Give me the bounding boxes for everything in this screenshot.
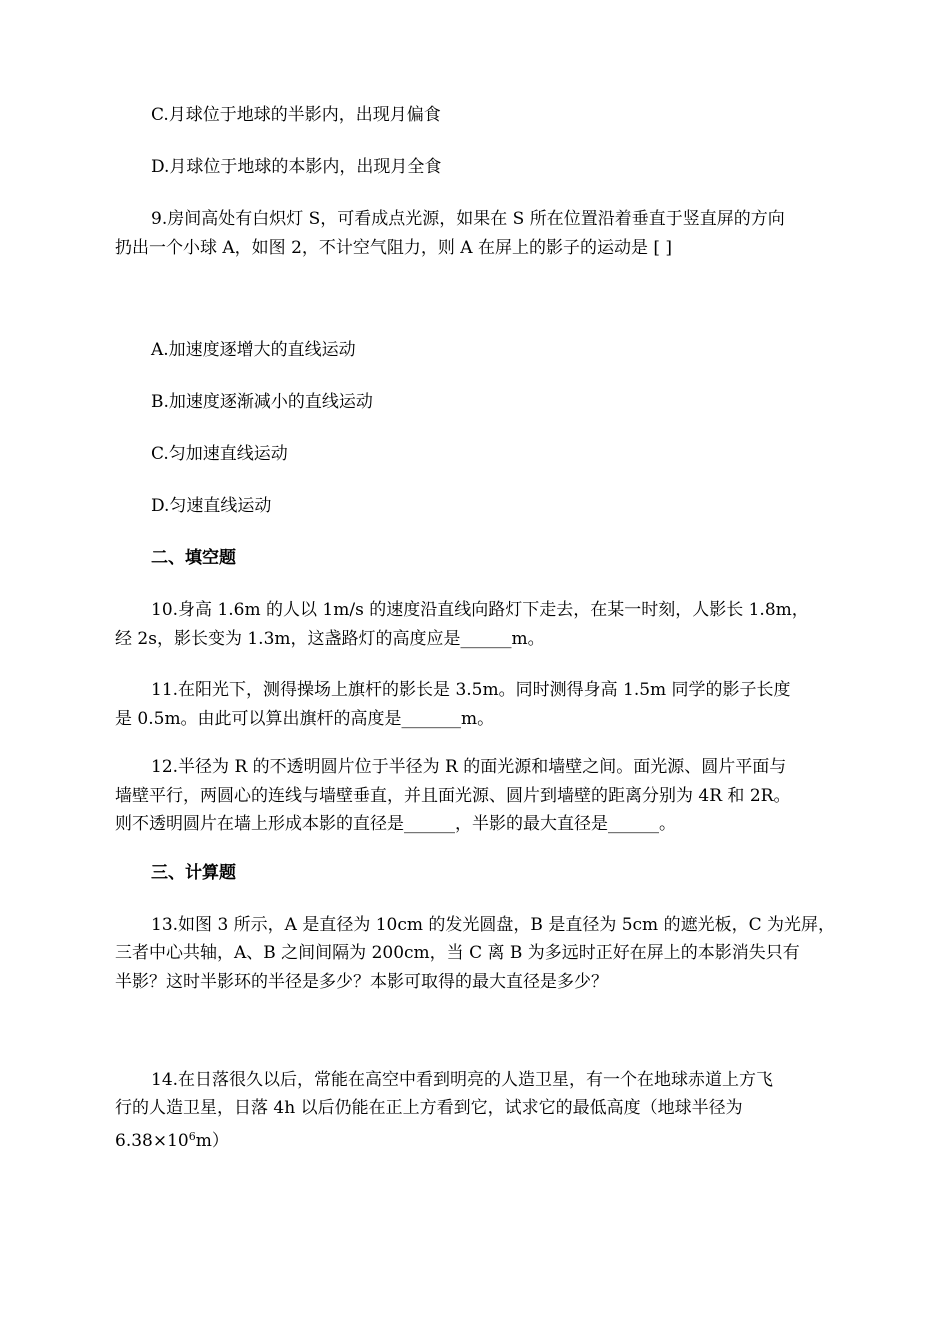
q8-option-c: C.月球位于地球的半影内，出现月偏食 — [151, 105, 441, 125]
section-heading-calculation: 三、计算题 — [151, 863, 236, 883]
earth-radius-unit: m） — [195, 1131, 229, 1151]
q8-option-d: D.月球位于地球的本影内，出现月全食 — [151, 157, 442, 177]
q9-option-d: D.匀速直线运动 — [151, 496, 272, 516]
q9-option-c: C.匀加速直线运动 — [151, 444, 288, 464]
q11-text-line1: 11.在阳光下，测得操场上旗杆的影长是 3.5m。同时测得身高 1.5m 同学的影子长度 — [151, 680, 791, 700]
q10-text-line2: 经 2s，影长变为 1.3m，这盏路灯的高度应是______m。 — [115, 629, 545, 649]
q14-text-line2: 行的人造卫星，日落 4h 以后仍能在正上方看到它，试求它的最低高度（地球半径为 — [115, 1098, 743, 1118]
q11-text-line2: 是 0.5m。由此可以算出旗杆的高度是_______m。 — [115, 709, 495, 729]
q12-text-line2: 墙壁平行，两圆心的连线与墙壁垂直，并且面光源、圆片到墙壁的距离分别为 4R 和 2R。 — [115, 786, 791, 806]
q9-option-a: A.加速度逐增大的直线运动 — [151, 340, 356, 360]
earth-radius-base: 6.38×10 — [115, 1131, 189, 1151]
q9-text-line2: 扔出一个小球 A，如图 2，不计空气阻力，则 A 在屏上的影子的运动是 [ ] — [115, 238, 673, 258]
q9-option-b: B.加速度逐渐减小的直线运动 — [151, 392, 373, 412]
q13-text-line2: 三者中心共轴，A、B 之间间隔为 200cm，当 C 离 B 为多远时正好在屏上的本影消失只有 — [115, 943, 800, 963]
q10-text-line1: 10.身高 1.6m 的人以 1m/s 的速度沿直线向路灯下走去，在某一时刻，人影长 1.8m， — [151, 600, 809, 620]
earth-radius-exponent: 6 — [188, 1130, 196, 1143]
q14-text-line1: 14.在日落很久以后，常能在高空中看到明亮的人造卫星，有一个在地球赤道上方飞 — [151, 1070, 774, 1090]
q14-text-line3 — [115, 1122, 840, 1156]
q12-text-line3: 则不透明圆片在墙上形成本影的直径是______，半影的最大直径是______。 — [115, 814, 676, 834]
q9-text-line1: 9.房间高处有白炽灯 S，可看成点光源，如果在 S 所在位置沿着垂直于竖直屏的方向 — [151, 209, 785, 229]
q13-text-line1: 13.如图 3 所示，A 是直径为 10cm 的发光圆盘，B 是直径为 5cm 的遮光板，C 为光屏， — [151, 915, 835, 935]
q12-text-line1: 12.半径为 R 的不透明圆片位于半径为 R 的面光源和墙壁之间。面光源、圆片平面与 — [151, 757, 787, 777]
section-heading-fill-in: 二、填空题 — [151, 548, 236, 568]
q13-text-line3: 半影？这时半影环的半径是多少？本影可取得的最大直径是多少？ — [115, 972, 608, 992]
